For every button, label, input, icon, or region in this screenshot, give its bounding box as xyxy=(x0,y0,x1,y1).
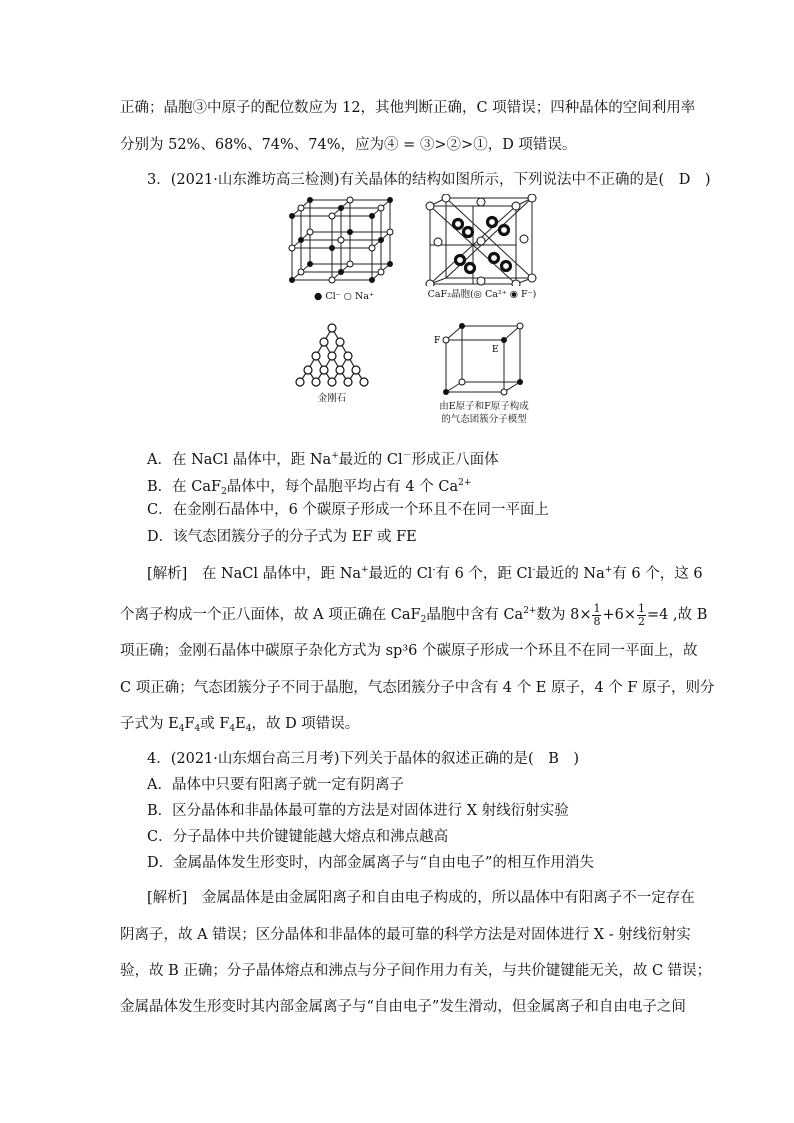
q4-analysis-line-2: 阴离子，故 A 错误；区分晶体和非晶体的最可靠的科学方法是对固体进行 X - 射线衍射实 xyxy=(120,927,691,943)
prev-analysis-line-2: 分别为 52%、68%、74%、74%，应为④ = ③>②>①，D 项错误。 xyxy=(120,137,577,153)
q4-stem: 4．(2021·山东烟台高三月考)下列关于晶体的叙述正确的是( B ) xyxy=(147,751,580,767)
caf2-caption: CaF₂晶胞(◎ Ca²⁺ ◉ F⁻) xyxy=(427,289,537,300)
nacl-legend: ● Cl⁻ ○ Na⁺ xyxy=(314,291,374,302)
q4-option-c: C．分子晶体中共价键键能越大熔点和沸点越高 xyxy=(147,829,449,845)
q3-analysis-line-2: 个离子构成一个正八面体，故 A 项正确在 CaF$_2$晶胞中含有 $Ca^{2+}$数为 8× $\frac{1}{8}$ +6× $\frac{1}{2}$ =4 ,故 B xyxy=(120,601,708,628)
fraction-one-half: $\frac{1}{2}$ xyxy=(638,601,645,628)
q3-analysis-line-3: 项正确；金刚石晶体中碳原子杂化方式为 sp³6 个碳原子形成一个环且不在同一平面上，故 xyxy=(120,643,698,659)
fraction-one-eighth: $\frac{1}{8}$ xyxy=(593,601,601,628)
caf2-lattice-diagram xyxy=(420,194,544,286)
atom-label-f: F xyxy=(434,336,441,346)
q3-analysis-line-5: 子式为 $E_4F_4$或 $F_4E_4$，故 D 项错误。 xyxy=(120,716,360,734)
q4-option-d: D．金属晶体发生形变时，内部金属离子与“自由电子”的相互作用消失 xyxy=(147,855,594,871)
caf2-figure xyxy=(420,194,544,306)
diamond-caption: 金刚石 xyxy=(317,393,347,404)
diamond-structure-diagram xyxy=(286,322,378,390)
q3-stem: 3．(2021·山东潍坊高三检测)有关晶体的结构如图所示，下列说法中不正确的是( D ) xyxy=(147,172,711,188)
cluster-figure xyxy=(428,320,540,438)
q3-analysis-line-4: C 项正确；气态团簇分子不同于晶胞，气态团簇分子中含有 4 个 E 原子，4 个 F 原子，则分 xyxy=(120,680,715,696)
diamond-figure xyxy=(286,322,378,410)
cluster-caption-1: 由E原子和F原子构成 xyxy=(439,401,529,412)
cluster-caption-2: 的气态团簇分子模型 xyxy=(441,414,527,425)
q4-analysis-line-4: 金属晶体发生形变时其内部金属离子与“自由电子”发生滑动，但金属离子和自由电子之间 xyxy=(120,999,686,1015)
prev-analysis-line-1: 正确；晶胞③中原子的配位数应为 12，其他判断正确，C 项错误；四种晶体的空间利用率 xyxy=(120,100,696,116)
cluster-model-diagram xyxy=(428,320,540,396)
q4-option-b: B．区分晶体和非晶体最可靠的方法是对固体进行 X 射线衍射实验 xyxy=(147,803,569,819)
q4-analysis-line-1: [解析] 金属晶体是由金属阳离子和自由电子构成的，所以晶体中有阳离子不一定存在 xyxy=(147,890,695,906)
nacl-lattice-diagram xyxy=(284,196,402,288)
q3-option-d: D．该气态团簇分子的分子式为 EF 或 FE xyxy=(147,529,417,545)
nacl-figure xyxy=(284,196,402,306)
q3-analysis-line-1: [解析] 在 NaCl 晶体中，距 Na+最近的 Cl-有 6 个，距 Cl-最近的 Na+有 6 个，这 6 xyxy=(147,565,703,582)
q4-option-a: A．晶体中只要有阳离子就一定有阴离子 xyxy=(147,777,404,793)
q3-option-b: B．在 CaF$_2$晶体中，每个晶胞平均占有 4 个 $Ca^{2+}$ xyxy=(147,478,472,497)
atom-label-e: E xyxy=(492,345,499,355)
q3-option-c: C．在金刚石晶体中，6 个碳原子形成一个环且不在同一平面上 xyxy=(147,502,549,518)
q4-analysis-line-3: 验，故 B 正确；分子晶体熔点和沸点与分子间作用力有关，与共价键键能无关，故 C 错误； xyxy=(120,963,712,979)
q3-option-a: A．在 NaCl 晶体中，距 Na+最近的 Cl－形成正八面体 xyxy=(147,451,499,468)
